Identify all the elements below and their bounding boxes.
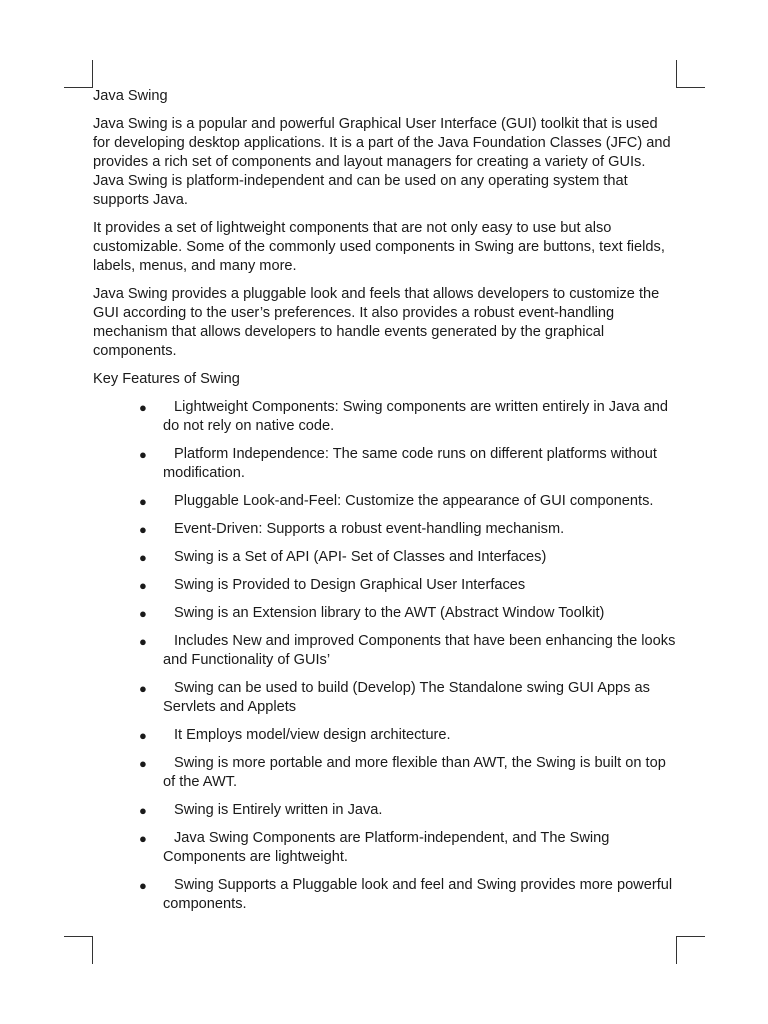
bullet-icon: ● (139, 878, 147, 893)
paragraph-components: It provides a set of lightweight components that are not only easy to use but also customizable. Some of the commonly used components in Swing are buttons, text fields, labels, menus, and many more. (93, 220, 665, 274)
bullet-icon: ● (139, 578, 147, 593)
list-item-text: Platform Independence: The same code runs on different platforms without modification. (163, 446, 657, 481)
bullet-icon: ● (139, 522, 147, 537)
list-item (93, 632, 678, 670)
bullet-icon: ● (139, 400, 147, 415)
bullet-icon: ● (139, 803, 147, 818)
crop-mark-bottom-right (676, 936, 705, 964)
list-item (93, 604, 678, 623)
list-item-text: It Employs model/view design architecture. (174, 727, 451, 743)
list-item (93, 679, 678, 717)
list-item (93, 445, 678, 483)
list-item-text: Swing is Provided to Design Graphical User Interfaces (174, 577, 526, 593)
list-item-text: Swing can be used to build (Develop) The Standalone swing GUI Apps as Servlets and Applets (163, 680, 650, 715)
list-item (93, 492, 678, 511)
bullet-icon: ● (139, 831, 147, 846)
list-item (93, 398, 678, 436)
list-item-text: Pluggable Look-and-Feel: Customize the appearance of GUI components. (174, 493, 654, 509)
list-item-text: Swing is Entirely written in Java. (174, 802, 383, 818)
bullet-icon: ● (139, 606, 147, 621)
bullet-icon: ● (139, 494, 147, 509)
bullet-icon: ● (139, 756, 147, 771)
list-item (93, 548, 678, 567)
list-item (93, 520, 678, 539)
paragraph-intro: Java Swing is a popular and powerful Graphical User Interface (GUI) toolkit that is used for developing desktop applications. It is a part of the Java Foundation Classes (JFC) and provides a rich set of components and layout managers for creating a variety of GUIs. Java Swing is platform-independent and can be used on any operating system that supports Java. (93, 116, 671, 208)
list-item-text: Lightweight Components: Swing components are written entirely in Java and do not rely on native code. (163, 399, 669, 434)
bullet-icon: ● (139, 681, 147, 696)
crop-mark-top-left (64, 60, 93, 88)
section-heading: Key Features of Swing (93, 371, 240, 387)
list-item (93, 801, 678, 820)
list-item-text: Swing is more portable and more flexible than AWT, the Swing is built on top of the AWT. (163, 755, 666, 790)
list-item-text: Includes New and improved Components that have been enhancing the looks and Functionality of GUIs’ (163, 633, 676, 668)
document-body (93, 87, 678, 923)
crop-mark-bottom-left (64, 936, 93, 964)
list-item (93, 576, 678, 595)
bullet-icon: ● (139, 550, 147, 565)
bullet-icon: ● (139, 447, 147, 462)
document-title: Java Swing (93, 88, 168, 104)
list-item (93, 829, 678, 867)
list-item-text: Event-Driven: Supports a robust event-handling mechanism. (174, 521, 565, 537)
crop-mark-top-right (676, 60, 705, 88)
list-item-text: Java Swing Components are Platform-independent, and The Swing Components are lightweight. (163, 830, 610, 865)
list-item (93, 754, 678, 792)
list-item-text: Swing is a Set of API (API- Set of Classes and Interfaces) (174, 549, 547, 565)
bullet-icon: ● (139, 634, 147, 649)
list-item (93, 876, 678, 914)
features-list (93, 398, 678, 914)
bullet-icon: ● (139, 728, 147, 743)
list-item-text: Swing is an Extension library to the AWT (Abstract Window Toolkit) (174, 605, 605, 621)
list-item-text: Swing Supports a Pluggable look and feel and Swing provides more powerful components. (163, 877, 673, 912)
list-item (93, 726, 678, 745)
paragraph-look-and-feel: Java Swing provides a pluggable look and feels that allows developers to customize the GUI according to the user’s preferences. It also provides a robust event-handling mechanism that allows developers to handle events generated by the graphical components. (93, 286, 660, 359)
